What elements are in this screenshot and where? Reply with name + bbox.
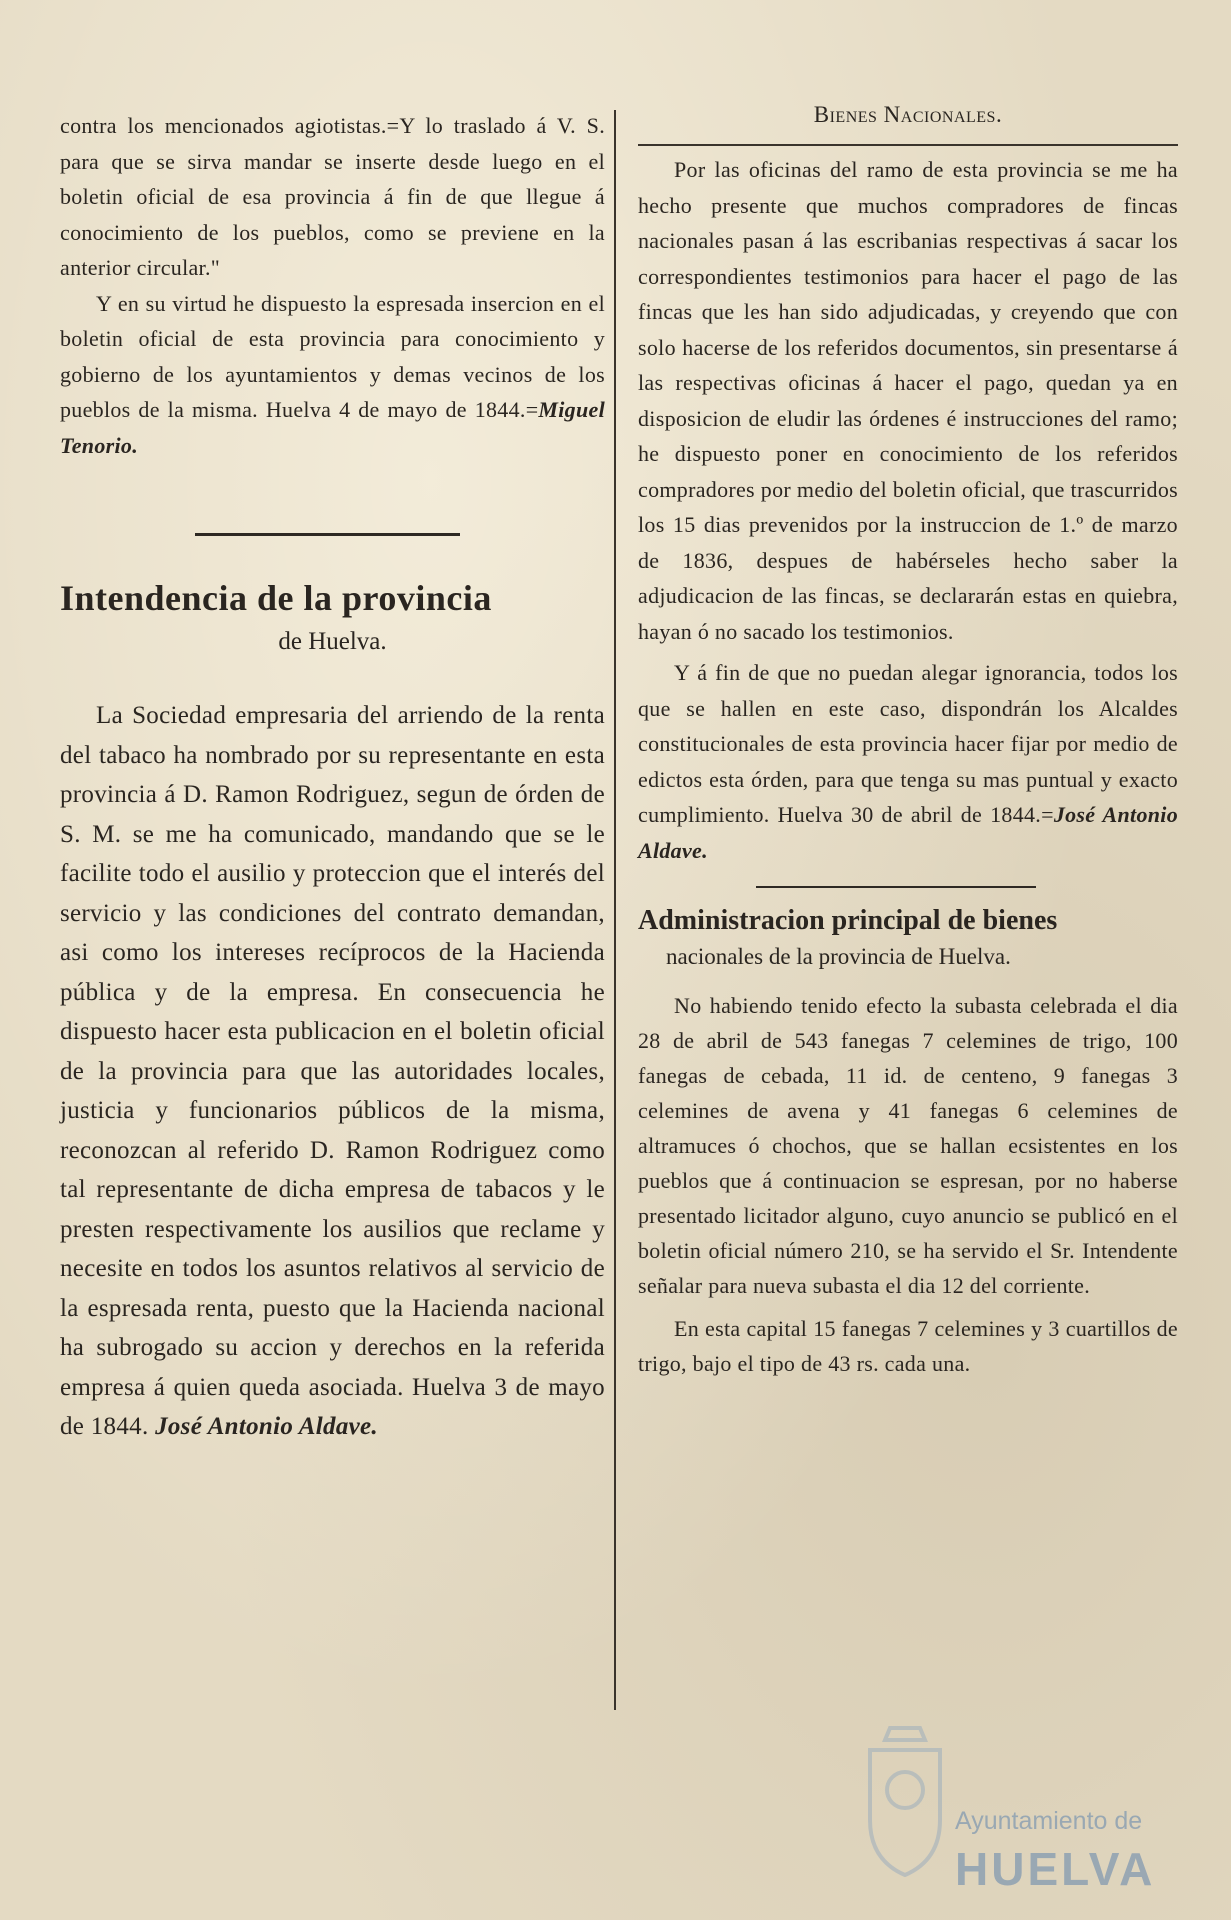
header-rule	[638, 144, 1178, 146]
section-separator	[195, 533, 460, 536]
section-separator-right	[756, 886, 1036, 888]
watermark-line2: HUELVA	[955, 1843, 1156, 1895]
paragraph-compradores: Por las oficinas del ramo de esta provincia se me ha hecho presente que muchos compradores de fincas nacionales pasan á las escribanias respectivas á sacar los correspondientes testimonios para hacer el pago de las fincas que les han sido adjudicadas, y creyendo que con solo hacerse de los referidos documentos, sin presentarse á las respectivas oficinas á hacer el pago, quedan ya en disposicion de eludir las órdenes é instrucciones del ramo; he dispuesto poner en conocimiento de los referidos compradores por medio del boletin oficial, que trascurridos los 15 dias prevenidos por la instruccion de 1.º de marzo de 1836, despues de habérseles hecho saber la adjudicacion de las fincas, se declararán estas en quiebra, hayan ó no sacado los testimonios.	[638, 157, 1178, 644]
column-divider	[614, 110, 616, 1710]
left-column	[60, 108, 605, 1447]
paragraph-subasta: No habiendo tenido efecto la subasta celebrada el dia 28 de abril de 543 fanegas 7 celemines de trigo, 100 fanegas de cebada, 11 id. de centeno, 9 fanegas 3 celemines de avena y 41 fanegas 6 celemines de altramuces ó chochos, que se hallan ecsistentes en los pueblos que á continuacion se espresan, por no haberse presentado licitador alguno, cuyo anuncio se publicó en el boletin oficial número 210, se ha servido el Sr. Intendente señalar para nueva subasta el dia 12 del corriente.	[638, 993, 1178, 1298]
section-header-bienes: Bienes Nacionales.	[813, 102, 1003, 127]
paragraph-alcaldes	[638, 655, 1178, 868]
watermark-line1: Ayuntamiento de	[955, 1807, 1143, 1835]
paragraph-insertion	[60, 286, 605, 464]
right-column	[638, 100, 1178, 1381]
section-subtitle-intendencia: de Huelva.	[278, 628, 387, 655]
paragraph-tabaco-text: La Sociedad empresaria del arriendo de la renta del tabaco ha nombrado por su representante en esta provincia á D. Ramon Rodriguez, segun de órden de S. M. se me ha comunicado, mandando que se le facilite todo el ausilio y proteccion que el interés del servicio y las condiciones del contrato demandan, asi como los intereses recíprocos de la Hacienda pública y de la empresa. En consecuencia he dispuesto hacer esta publicacion en el boletin oficial de la provincia para que las autoridades locales, justicia y funcionarios públicos de la misma, reconozcan al referido D. Ramon Rodriguez como tal representante de dicha empresa de tabacos y le presten respectivamente los ausilios que reclame y necesite en todos los asuntos relativos al servicio de la espresada renta, puesto que la Hacienda nacional ha subrogado su accion y derechos en la referida empresa á quien queda asociada. Huelva 3 de mayo de 1844.	[60, 702, 605, 1440]
paragraph-insertion-text: Y en su virtud he dispuesto la espresada insercion en el boletin oficial de esta provincia para conocimiento y gobierno de los ayuntamientos y demas vecinos de los pueblos de la misma. Huelva 4 de mayo de 1844.=	[60, 290, 605, 422]
signature-tenorio: Miguel Tenorio.	[60, 397, 605, 458]
section-title-intendencia: Intendencia de la provincia	[60, 578, 492, 618]
signature-aldave-left: José Antonio Aldave.	[155, 1413, 378, 1440]
paragraph-capital: En esta capital 15 fanegas 7 celemines y 3 cuartillos de trigo, bajo el tipo de 43 rs. cada una.	[638, 1316, 1178, 1376]
paragraph-tabaco	[60, 696, 605, 1447]
signature-aldave-right: José Antonio Aldave.	[638, 802, 1178, 863]
paragraph-circular-end: contra los mencionados agiotistas.=Y lo traslado á V. S. para que se sirva mandar se inserte desde luego en el boletin oficial de esa provincia á fin de que llegue á conocimiento de los pueblos, como se previene en la anterior circular."	[60, 113, 605, 280]
section-subtitle-administracion: nacionales de la provincia de Huelva.	[666, 944, 1011, 969]
paragraph-alcaldes-text: Y á fin de que no puedan alegar ignorancia, todos los que se hallen en este caso, dispondrán los Alcaldes constitucionales de esta provincia hacer fijar por medio de edictos esta órden, para que tenga su mas puntual y exacto cumplimiento. Huelva 30 de abril de 1844.=	[638, 660, 1178, 827]
section-title-administracion: Administracion principal de bienes	[638, 905, 1058, 936]
